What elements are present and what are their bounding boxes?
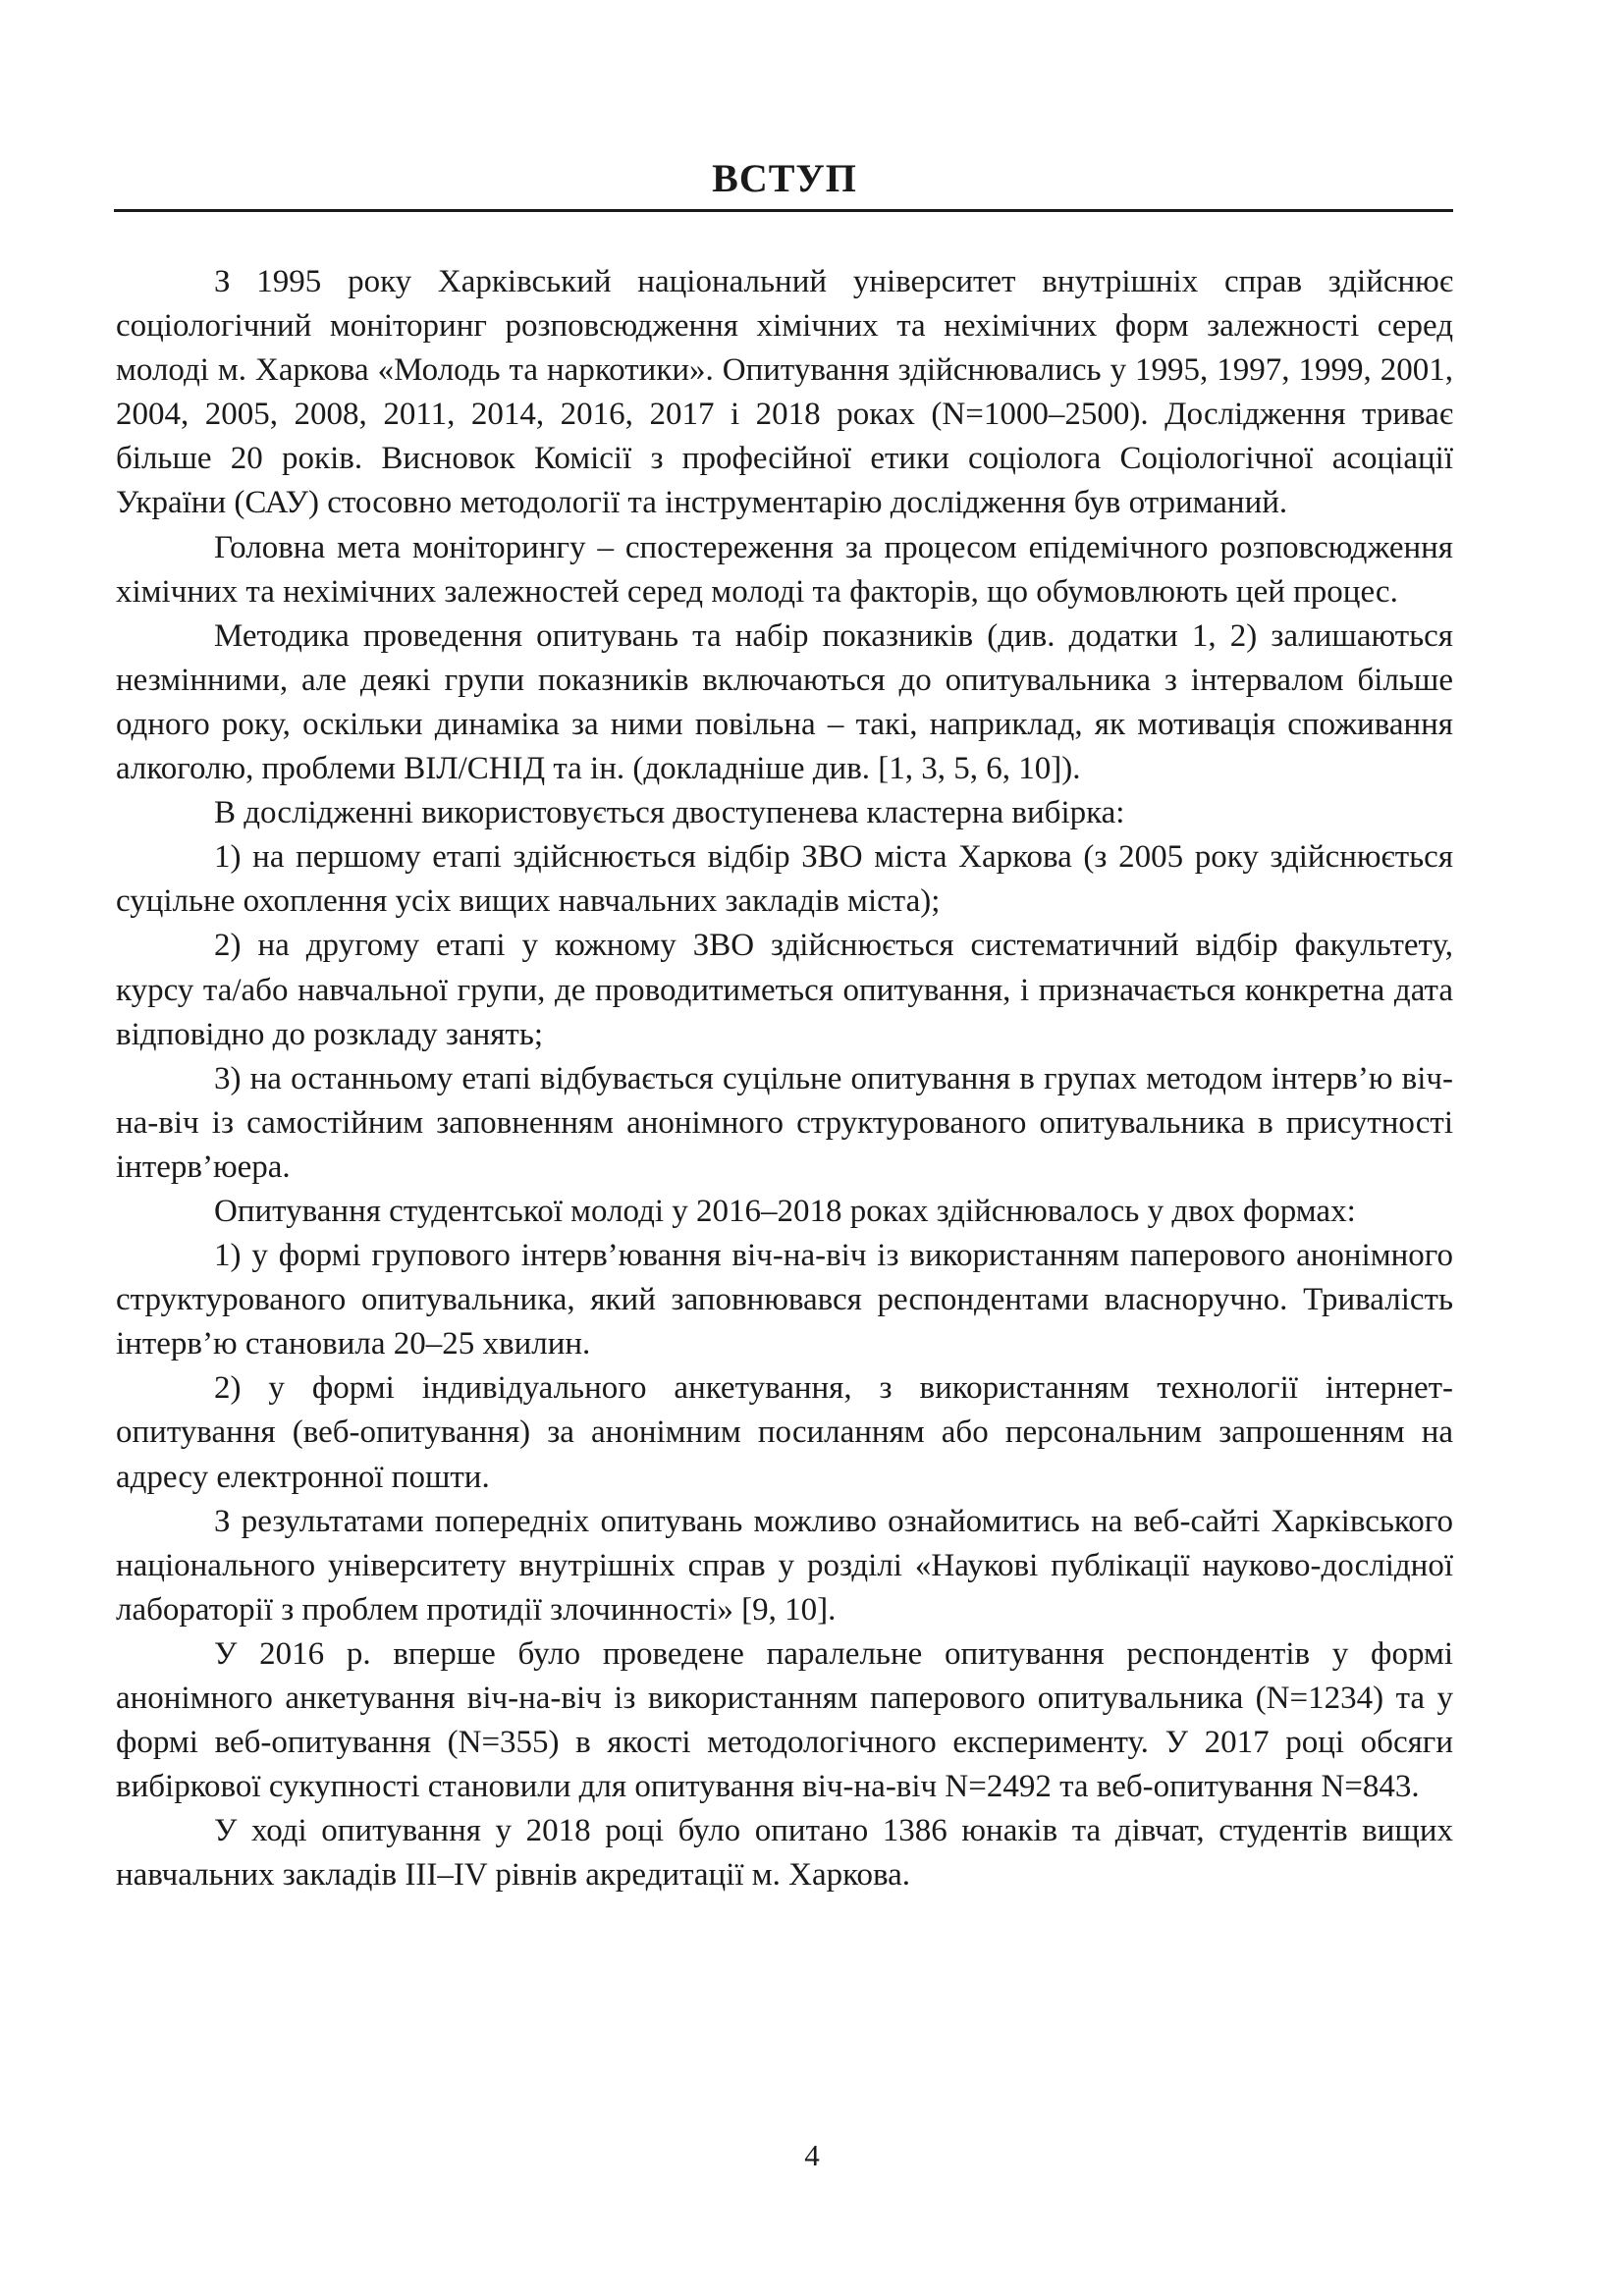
- paragraph: У ході опитування у 2018 році було опитано 1386 юнаків та дівчат, студентів вищих навчальних закладів ІІІ–ІV рівнів акредитації м. Харкова.: [116, 1813, 1453, 1894]
- list-item: 1) у формі групового інтерв’ювання віч-на-віч із використанням паперового анонімного структурованого опитувальника, який заповнювався респондентами власноручно. Тривалість інтерв’ю становила 20–25 хвилин.: [116, 1238, 1453, 1362]
- list-item: 2) у формі індивідуального анкетування, з використанням технології інтернет-опитування (веб-опитування) за анонімним посиланням або персональним запрошенням на адресу електронної пошти.: [116, 1370, 1453, 1495]
- body-text: [116, 260, 1453, 1897]
- paragraph: У 2016 р. вперше було проведене паралельне опитування респондентів у формі анонімного анкетування віч-на-віч із використанням паперового опитувальника (N=1234) та у формі веб-опитування (N=355) в якості методологічного експерименту. У 2017 році обсяги вибіркової сукупності становили для опитування віч-на-віч N=2492 та веб-опитування N=843.: [116, 1635, 1453, 1805]
- paragraph: З результатами попередніх опитувань можливо ознайомитись на веб-сайті Харківського національного університету внутрішніх справ у розділі «Наукові публікації науково-дослідної лабораторії з проблем протидії злочинності» [9, 10].: [116, 1503, 1453, 1628]
- list-item: 3) на останньому етапі відбувається суцільне опитування в групах методом інтерв’ю віч-на-віч із самостійним заповненням анонімного структурованого опитувальника в присутності інтерв’юера.: [116, 1060, 1453, 1185]
- paragraph: Методика проведення опитувань та набір показників (див. додатки 1, 2) залишаються незмінними, але деякі групи показників включаються до опитувальника з інтервалом більше одного року, оскільки динаміка за ними повільна – такі, наприклад, як мотивація споживання алкоголю, проблеми ВІЛ/СНІД та ін. (докладніше див. [1, 3, 5, 6, 10]).: [116, 617, 1453, 787]
- paragraph: Головна мета моніторингу – спостереження за процесом епідемічного розповсюдження хімічних та нехімічних залежностей серед молоді та факторів, що обумовлюють цей процес.: [116, 529, 1453, 610]
- section-heading: ВСТУП: [712, 156, 857, 200]
- paragraph: З 1995 року Харківський національний університет внутрішніх справ здійснює соціологічний моніторинг розповсюдження хімічних та нехімічних форм залежності серед молоді м. Харкова «Молодь та наркотики». Опитування здійснювались у 1995, 1997, 1999, 2001, 2004, 2005, 2008, 2011, 2014, 2016, 2017 і 2018 роках (N=1000–2500). Дослідження триває більше 20 років. Висновок Комісії з професійної етики соціолога Соціологічної асоціації України (САУ) стосовно методології та інструментарію дослідження був отриманий.: [116, 264, 1453, 521]
- list-item: 2) на другому етапі у кожному ЗВО здійснюється систематичний відбір факультету, курсу та/або навчальної групи, де проводитиметься опитування, і призначається конкретна дата відповідно до розкладу занять;: [116, 928, 1453, 1052]
- paragraph: В дослідженні використовується двоступенева кластерна вибірка:: [214, 795, 1125, 831]
- list-item: 1) на першому етапі здійснюється відбір ЗВО міста Харкова (з 2005 року здійснюється суцільне охоплення усіх вищих навчальних закладів міста);: [116, 839, 1453, 920]
- paragraph: Опитування студентської молоді у 2016–2018 роках здійснювалось у двох формах:: [214, 1193, 1356, 1229]
- heading-underline: [114, 209, 1453, 212]
- page-number: 4: [804, 2138, 820, 2172]
